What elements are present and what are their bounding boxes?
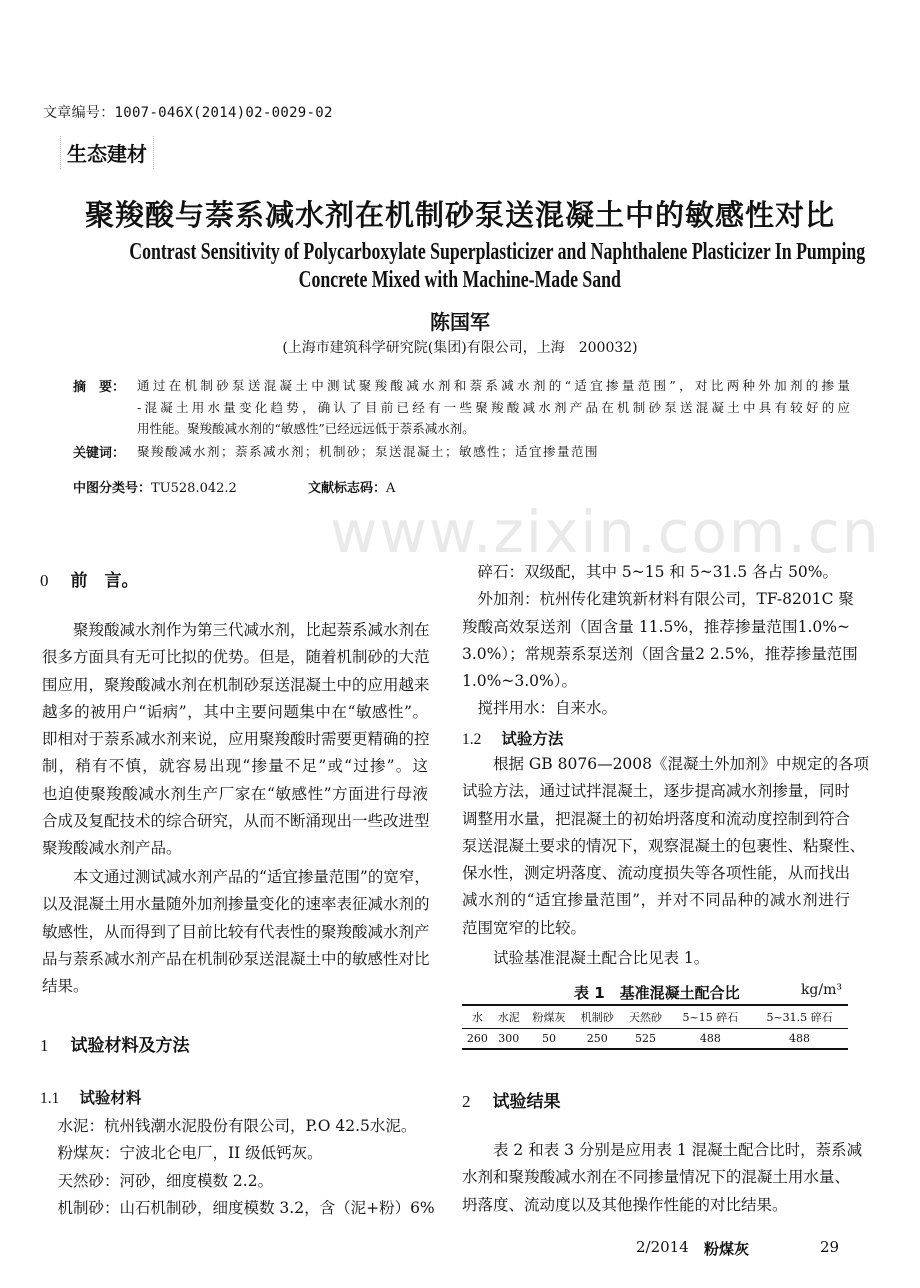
text-line: 很多方面具有无可比拟的优势。但是，随着机制砂的大范 [42, 648, 430, 667]
text-line: 范围宽窄的比较。 [462, 918, 587, 937]
article-number: 文章编号：1007-046X(2014)02-0029-02 [43, 105, 333, 121]
text-line: 搅拌用水：自来水。 [462, 699, 618, 718]
text-line: 即相对于萘系减水剂来说，应用聚羧酸时需要更精确的控 [42, 730, 430, 749]
materials-list [42, 1113, 435, 1222]
text-line: 保水性，测定坍落度、流动度损失等各项性能，从而找出 [462, 864, 850, 883]
text-line: 1.0%~3.0%）。 [462, 672, 577, 691]
text-line: 品与萘系减水剂产品在机制砂泵送混凝土中的敏感性对比 [42, 949, 430, 968]
table-row [462, 1029, 848, 1050]
text-line: 表 2 和表 3 分别是应用表 1 混凝土配合比时，萘系减 [462, 1141, 863, 1159]
text-line: 粉煤灰：宁波北仑电厂，II 级低钙灰。 [42, 1144, 323, 1163]
mix-proportion-table [462, 1004, 848, 1050]
abstract-label: 摘 要： [73, 380, 126, 395]
table-header-cell: 粉煤灰 [532, 1011, 566, 1024]
table-header-row [462, 1005, 848, 1029]
author-name: 陈国军 [430, 310, 490, 334]
text-line: 敏感性，从而得到了目前比较有代表性的聚羧酸减水剂产 [42, 922, 430, 941]
table-cell: 525 [635, 1032, 656, 1045]
text-line: 本文通过测试减水剂产品的“适宜掺量范围”的宽窄， [42, 868, 430, 886]
method-paragraph [462, 751, 870, 942]
table-cell: 488 [699, 1032, 721, 1045]
table-header-cell: 机制砂 [580, 1011, 614, 1024]
clc-label: 中图分类号： [73, 481, 152, 496]
table-cell: 50 [542, 1032, 556, 1045]
section-title: 试验材料 [79, 1089, 142, 1107]
section-title: 试验结果 [492, 1092, 561, 1112]
section-title: 前 言。 [70, 571, 139, 591]
classification [73, 480, 237, 498]
table-cell: 300 [498, 1032, 520, 1045]
affiliation: (上海市建筑科学研究院(集团)有限公司，上海 200032) [282, 340, 638, 356]
text-line: 聚羧酸减水剂作为第三代减水剂，比起萘系减水剂在 [42, 621, 430, 639]
section-title: 试验材料及方法 [70, 1036, 190, 1056]
table-1 [462, 982, 848, 1050]
section-1-1-heading [40, 1086, 141, 1108]
section-title: 试验方法 [501, 730, 564, 748]
section-2-heading [462, 1087, 561, 1112]
text-line: 水泥：杭州钱潮水泥股份有限公司，P.O 42.5水泥。 [42, 1117, 417, 1135]
text-line: 调整用水量，把混凝土的初始坍落度和流动度控制到符合 [462, 809, 850, 828]
table-header-cell: 5~31.5 碎石 [766, 1011, 833, 1024]
text-line: 试验方法，通过试拌混凝土，逐步提高减水剂掺量，同时 [462, 782, 850, 801]
table-header-cell: 水 [471, 1011, 483, 1024]
clc-code: TU528.042.2 [151, 481, 237, 496]
table-cell: 260 [466, 1032, 488, 1045]
intro-paragraph-2 [42, 864, 428, 1000]
table-header-cell: 5~15 碎石 [682, 1011, 739, 1024]
text-line: 通过在机制砂泵送混凝土中测试聚羧酸减水剂和萘系减水剂的“适宜掺量范围”，对比两种外加剂的掺量 [137, 378, 850, 393]
text-line: 3.0%）；常规萘系泵送剂（固含量2 2.5%，推荐掺量范围 [462, 644, 858, 663]
text-line: 外加剂：杭州传化建筑新材料有限公司，TF-8201C 聚 [462, 590, 854, 609]
text-line: 也迫使聚羧酸减水剂生产厂家在“敏感性”方面进行母液 [42, 784, 428, 803]
table-unit: kg/m³ [800, 982, 842, 998]
title-chinese: 聚羧酸与萘系减水剂在机制砂泵送混凝土中的敏感性对比 [84, 198, 835, 232]
text-line: 合成及复配技术的综合研究，从而不断涌现出一些改进型 [42, 812, 430, 831]
text-line: 制，稍有不慎，就容易出现“掺量不足”或“过掺”。这 [42, 757, 428, 776]
watermark: www.zixin.com.cn [330, 498, 881, 566]
text-line: 羧酸高效泵送剂（固含量 11.5%，推荐掺量范围1.0%~ [462, 617, 850, 636]
page-number: 29 [820, 1238, 840, 1256]
issue-number: 2/2014 [636, 1238, 689, 1256]
text-line: 以及混凝土用水量随外加剂掺量变化的速率表征减水剂的 [42, 895, 430, 914]
table-reference: 试验基准混凝土配合比见表 1。 [462, 949, 710, 967]
text-line: 结果。 [42, 977, 89, 996]
text-line: 围应用，聚羧酸减水剂在机制砂泵送混凝土中的应用越来 [42, 675, 430, 694]
section-0-heading [40, 566, 139, 591]
text-line: 机制砂：山石机制砂，细度模数 3.2，含（泥+粉）6% [42, 1198, 435, 1217]
doc-code-label: 文献标志码： [308, 481, 387, 496]
materials-list-continued [462, 559, 858, 723]
keywords-label: 关键词： [73, 446, 126, 461]
table-header-cell: 水泥 [497, 1011, 520, 1024]
table-header-cell: 天然砂 [629, 1011, 662, 1024]
document-code [308, 480, 395, 498]
text-line: 泵送混凝土要求的情况下，观察混凝土的包裹性、粘聚性、 [462, 836, 866, 855]
title-english-line-1 [0, 238, 920, 266]
text-line: 根据 GB 8076—2008《混凝土外加剂》中规定的各项 [462, 755, 870, 773]
keywords-text: 聚羧酸减水剂；萘系减水剂；机制砂；泵送混凝土；敏感性；适宜掺量范围 [137, 444, 600, 459]
column-tag: 生态建材 [60, 136, 154, 169]
text-line: 聚羧酸减水剂产品。 [42, 839, 182, 858]
section-number: 1 [40, 1036, 49, 1055]
text-line: 用性能。聚羧酸减水剂的“敏感性”已经远远低于萘系减水剂。 [137, 421, 475, 436]
section-number: 1.1 [40, 1090, 60, 1107]
section-number: 0 [40, 571, 49, 590]
title-english-text: Concrete Mixed with Machine-Made Sand [298, 267, 622, 293]
section-1-2-heading [462, 727, 563, 749]
text-line: 天然砂：河砂，细度模数 2.2。 [42, 1171, 274, 1190]
section-number: 1.2 [462, 731, 482, 748]
text-line: 减水剂的“适宜掺量范围”，并对不同品种的减水剂进行 [462, 891, 850, 910]
section-number: 2 [462, 1092, 471, 1111]
intro-paragraph-1 [42, 617, 428, 863]
title-english-line-2 [0, 266, 920, 294]
text-line: 水剂和聚羧酸减水剂在不同掺量情况下的混凝土用水量、 [462, 1168, 850, 1187]
results-paragraph [462, 1137, 863, 1219]
text-line: -混凝土用水量变化趋势，确认了目前已经有一些聚羧酸减水剂产品在机制砂泵送混凝土中具有较好的应 [137, 399, 850, 415]
section-1-heading [40, 1031, 190, 1056]
text-line: 坍落度、流动度以及其他操作性能的对比结果。 [462, 1195, 788, 1214]
title-english-text: Contrast Sensitivity of Polycarboxylate Superplasticizer and Naphthalene Plasticizer In Pumping [129, 239, 866, 265]
journal-name: 粉煤灰 [704, 1240, 750, 1258]
table-title: 表 1 基准混凝土配合比 [574, 984, 740, 1002]
abstract-text [137, 375, 850, 440]
text-line: 越多的被用户“诟病”，其中主要问题集中在“敏感性”。 [42, 702, 428, 721]
table-cell: 488 [789, 1032, 811, 1045]
text-line: 碎石：双级配，其中 5~15 和 5~31.5 各占 50%。 [462, 563, 839, 581]
doc-code: A [386, 481, 396, 496]
table-cell: 250 [586, 1032, 608, 1045]
